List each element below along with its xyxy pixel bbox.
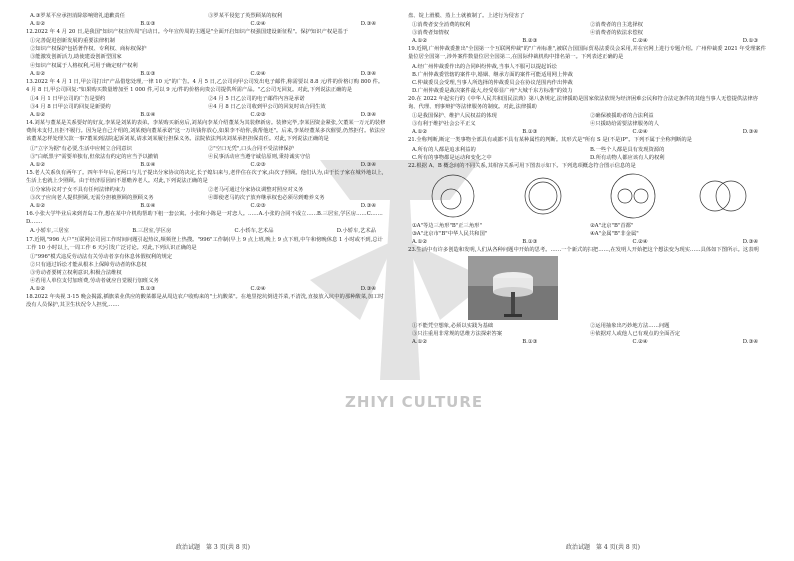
option: ②确保被援助者的合法利益 — [590, 113, 654, 120]
option: ①"立字为据"有必要,生活中应树立合同意识 — [30, 145, 132, 152]
answer-options — [26, 111, 386, 119]
answer-options — [26, 20, 386, 28]
page-right — [408, 12, 768, 532]
option: D.小轿车,艺术品 — [336, 228, 376, 235]
option: A.①② — [30, 112, 46, 119]
option: ④依据对人或他人已有观点的全面否定 — [590, 331, 681, 338]
option: ②老马可通过分家协议调整对照应对义务 — [208, 186, 304, 193]
answer-options — [408, 238, 768, 246]
option: ④A"金属"B"非金属" — [590, 230, 639, 237]
page-left — [26, 12, 386, 532]
statement: ①完善促进创新发展的重要法律机制 — [30, 38, 115, 45]
watermark-text: ZHIYI CULTURE — [345, 393, 484, 411]
answer-options — [408, 128, 768, 136]
venn-identity-figure — [513, 172, 573, 220]
option: A.小轿车,三居室 — [30, 228, 69, 235]
option: B.①④ — [140, 203, 156, 210]
option: D.③④ — [360, 70, 376, 77]
question-text: 23.生活中有许多创造和发明,人们从各种问题中开始的思考。……一个新式的扫把……,在发明人开始把这个想法变为现实……具体如下图所示。这表明 — [408, 247, 759, 254]
option: D.①③ — [742, 38, 758, 45]
option: A.①② — [412, 38, 428, 45]
option: A.①② — [30, 286, 46, 293]
option: ①是我国保护、维护人民权益的体现 — [412, 113, 497, 120]
photo-image — [468, 256, 558, 320]
answer-options — [408, 112, 768, 120]
option: A.①② — [30, 21, 46, 28]
option: ②A"北京"B"首都" — [590, 222, 634, 229]
statement: ④若用人单位支付加班费,劳动者就应自觉履行加班义务 — [30, 278, 159, 284]
option: A.③罗某平应承担消除影响赔礼道歉责任 — [30, 13, 126, 19]
option: ②运用抽象出巧妙地方法……问题 — [590, 323, 670, 330]
answer-options — [408, 338, 768, 346]
answer-options — [26, 103, 386, 111]
statement: A.经广州仲裁委作出的合同纠纷仲裁,当事人不服可以提起诉讼 — [412, 63, 557, 70]
answer-options — [26, 12, 386, 20]
option: A.所有的人都是追求利益的 — [412, 146, 476, 153]
option: A.①② — [30, 203, 46, 210]
answer-options — [408, 120, 768, 128]
answer-options — [26, 227, 386, 235]
option: D.③④ — [742, 339, 758, 346]
statement: D.广州仲裁委是裁决案件最大,经受彰显广州"大城千东方标准"的效力 — [412, 87, 573, 94]
question-text: 19.近期,广州仲裁委推出"全国第一个互联网仲裁"的"广州标准",被联合国国际贸易法委员会采用,并在官网上进行专题介绍。广州仲裁委 2021 年受理案件量位居全国第一,涉外案件数量位居全国第二,在国际仲裁机构中排名第一。下列表述正确的是 — [408, 46, 766, 61]
option: D.③④ — [360, 21, 376, 28]
question-text: 14.刘某与董某是关系要好的好友,李某是刘某的表弟。李某购买新房后,刘某向李某介绍董某为其装修新房。装修完毕,李某因资金紧张,欠董某一万元的装修费尚未支付,且拒不履行。因为是自己介绍的,刘某便向董某承诺"这一万块钱你放心,如果李不给你,我帮他还"。后来,李某经董某多次催要,仍然拒付。依法应该董某怎样处理欠款一事?董某到法院起诉刘某,请求刘某履行担保义务。法院依法判决刘某承担担保责任。对此,下列说法正确的是 — [26, 120, 386, 143]
option: ③4 月 8 日甲公司的回复是新要约 — [30, 104, 111, 111]
question-text: 21.全称判断,断定一类事物全部具有或都不具有某种属性的判断。其形式是"所有 S 是(不是)P"。下列不属于全称判断的是 — [408, 137, 692, 144]
option: ③只注重用非常规的思维方法探索答案 — [412, 331, 503, 338]
question-text: 16.小张大学毕业后来到青岛工作,想在某中介机构帮助下租一套公寓。小张和小陈是一对恋人。……A.小张的合同不成立……B.三居室,学区房……C.……D.…… — [26, 211, 383, 226]
option: ①分家协议对子女不具有任何法律约束力 — [30, 186, 126, 193]
question-text: 15.老人关系负有两年了。四年半年后,老两口与儿子提出分家协议的决定,长子媳妇来与,老伴住在次子家,由次子照顾。他们认为,由于长子家在城外地以上,生活上也就上少照顾。由于经济原因而不愿赡养老人。对此,下列说法正确的是 — [26, 169, 384, 184]
question-text: 22.根据 A、B 概念间的不同关系,其相容关系可用下图表示如下。下列选项概念符合图示信息的是 — [408, 162, 636, 169]
option: ①4 月 1 日甲公司的广告是要约 — [30, 95, 106, 102]
option: C.②④ — [632, 38, 648, 45]
option: C.②④ — [632, 238, 648, 245]
option: B.①④ — [140, 161, 156, 168]
option: D.③④ — [360, 112, 376, 119]
option: ④民事活动应当遵守诚信原则,秉持诚实守信 — [208, 153, 311, 160]
option: ③A"北京市"B"中华人民共和国" — [412, 230, 488, 237]
question-text: 12.2022 年 4 月 20 日,是我国"知识产权宣传周"启动日。今年宣传周的主题是"全面开启知识产权强国建设新征程"。保护知识产权是基于 — [26, 29, 349, 36]
answer-options — [26, 70, 386, 78]
option: C.②③ — [250, 161, 266, 168]
option: C.②④ — [250, 70, 266, 77]
answer-options — [26, 194, 386, 202]
option: B.一些个人都是具有发现资源的 — [590, 146, 665, 153]
answer-options — [408, 146, 768, 154]
option: C.②④ — [250, 286, 266, 293]
venn-inclusion-figure — [423, 172, 483, 220]
answer-options — [408, 37, 768, 45]
option: D.③④ — [742, 129, 758, 136]
answer-options — [26, 145, 386, 153]
option: ④4 月 8 日乙公司收到甲公司的回复时该合同生效 — [208, 104, 326, 111]
answer-options — [408, 322, 768, 330]
answer-options — [408, 154, 768, 162]
option: D.③④ — [360, 161, 376, 168]
question-text: 盘、锭上滑膜、蒸上土就被制了。上述行为侵害了 — [408, 13, 525, 19]
option: C.②③ — [250, 112, 266, 119]
option: B.①③ — [140, 286, 156, 293]
option: A.①② — [30, 70, 46, 77]
statement: B.广州仲裁委管辖的案件中,婚姻、继承方面的案件可能适用网上仲裁 — [412, 71, 573, 78]
option: ①A"等边三角形"B"正三角形" — [412, 222, 482, 229]
question-text: 17.近期,"996 大户"互联网公司因工作时间问题引起热议,频频登上热搜。"996"工作制(早上 9 点上班,晚上 9 点下班,中午和傍晚休息 1 小时或不到,总计工作 10 小时以上,一周工作 6 天)引发广泛讨论。对此,下列认识正确的是 — [26, 236, 383, 251]
option: ②4 月 5 日乙公司的电子邮件内容是承诺 — [208, 95, 305, 102]
option: C.小轿车,艺术品 — [234, 228, 274, 235]
option: ③消费者知情权 — [412, 30, 450, 37]
statement: ②知识产权保护包括著作权、专利权、商标权保护 — [30, 46, 147, 53]
option: D.③④ — [742, 238, 758, 245]
statement: ③能激发创新活力,助使建设创新型国家 — [30, 54, 122, 61]
option: ①不能凭空想象,必须以实践为基础 — [412, 323, 494, 330]
answer-options — [26, 153, 386, 161]
answer-options — [26, 161, 386, 169]
answer-options — [408, 29, 768, 37]
option: C.②③ — [250, 203, 266, 210]
option: D.③④ — [360, 286, 376, 293]
option: B.①③ — [140, 21, 156, 28]
option: B.①③ — [522, 339, 538, 346]
option: B.②③ — [522, 38, 538, 45]
option: ③次子应向老人提供照顾,无需分担被照顾的照顾义务 — [30, 195, 154, 202]
option: A.①② — [412, 339, 428, 346]
statement: ④知识产权属于人格权利,可用于确定财产权利 — [30, 62, 138, 69]
option: B.三居室,学区房 — [132, 228, 172, 235]
answer-options — [26, 285, 386, 293]
option: ②消费者的自主选择权 — [590, 22, 643, 29]
statement: C.仲裁委员会受理,当事人所选择的仲裁委员会在协议范围内作出仲裁 — [412, 79, 573, 86]
answer-options — [26, 95, 386, 103]
option: C.所有的事物都是运动和变化之中 — [412, 154, 492, 161]
statement: ③劳动者要树立权利意识,积极合法维权 — [30, 269, 122, 276]
option: C.②④ — [632, 129, 648, 136]
venn-separate-figure — [603, 172, 663, 220]
option: A.①② — [412, 238, 428, 245]
question-photo — [468, 256, 558, 320]
answer-options — [408, 230, 768, 238]
option: C.②④ — [632, 339, 648, 346]
venn-overlap-figure — [693, 172, 753, 220]
option: B.①③ — [522, 238, 538, 245]
option: ④消费者的依法求偿权 — [590, 30, 643, 37]
footer-right: 政治试题 第 4 页(共 8 页) — [566, 544, 640, 551]
answer-options — [408, 330, 768, 338]
answer-options — [26, 186, 386, 194]
venn-diagrams — [408, 172, 768, 220]
option: B.①③ — [522, 129, 538, 136]
answer-options — [408, 222, 768, 230]
option: ③有利于维护社会公平正义 — [412, 121, 476, 128]
question-text: 13.2022 年 4 月 1 日,甲公司打出"产品借您处理,一律 10 元"的广告。4 月 5 日,乙公司向甲公司发出电子邮件,称需要以 8.8 元/件的价格订购 800 件。4 月 8 日,甲公司回复:"如果购买数量增加至 1 000 件,可以 9 元/件的价格向贵公司提供所需产品。"乙公司无回复。对此,下列说法正确的是 — [26, 78, 384, 93]
footer-left: 政治试题 第 3 页(共 8 页) — [176, 544, 250, 551]
option: B.①③ — [140, 70, 156, 77]
answer-options — [408, 21, 768, 29]
option: A.①② — [30, 161, 46, 168]
option: ②"空口无凭",口头合同不受法律保护 — [208, 145, 295, 152]
option: ①消费者安全消费的权利 — [412, 22, 471, 29]
option: ④只援助给需要法律服务的人 — [590, 121, 659, 128]
option: A.①② — [412, 129, 428, 136]
statement: ②只有通过诉讼才能从根本上保障劳动者的休息权 — [30, 261, 147, 268]
option: ③"白纸黑字"需要单独有,但依法有约定的应当予以撤销 — [30, 153, 159, 160]
answer-options — [26, 202, 386, 210]
option: ③罗某平侵犯了英烈顾某的权利 — [208, 13, 283, 19]
option: D.③④ — [360, 203, 376, 210]
option: D.所有动物人都应该有人的权利 — [590, 154, 665, 161]
question-text: 18.2022 年央视 3·15 晚会揭露,插旗菜业供应的酸菜都是从周边农户收购来的"土坑酸菜"。在地里挖坑倒进芥菜,不清洗,直接放入坑中的那种酸菜,加工时没有人员保护,其卫生状况令人担忧,…… — [26, 294, 384, 309]
option: ④即使老马的次子放弃继承权也必须尽到赡养义务 — [208, 195, 325, 202]
option: C.②④ — [250, 21, 266, 28]
option: B.①④ — [140, 112, 156, 119]
statement: ①"996"模式违反劳动法有关劳动者享有休息休假权利的规定 — [30, 253, 173, 260]
question-text: 20.在 2022 年起实行的《中华人民共和国民法典》第八条规定,法律援助是国家依法依规为经济困难公民和符合法定条件的其他当事人无偿提供法律咨询、代理、刑事辩护等法律服务的制度。对此,法律援助 — [408, 95, 759, 111]
